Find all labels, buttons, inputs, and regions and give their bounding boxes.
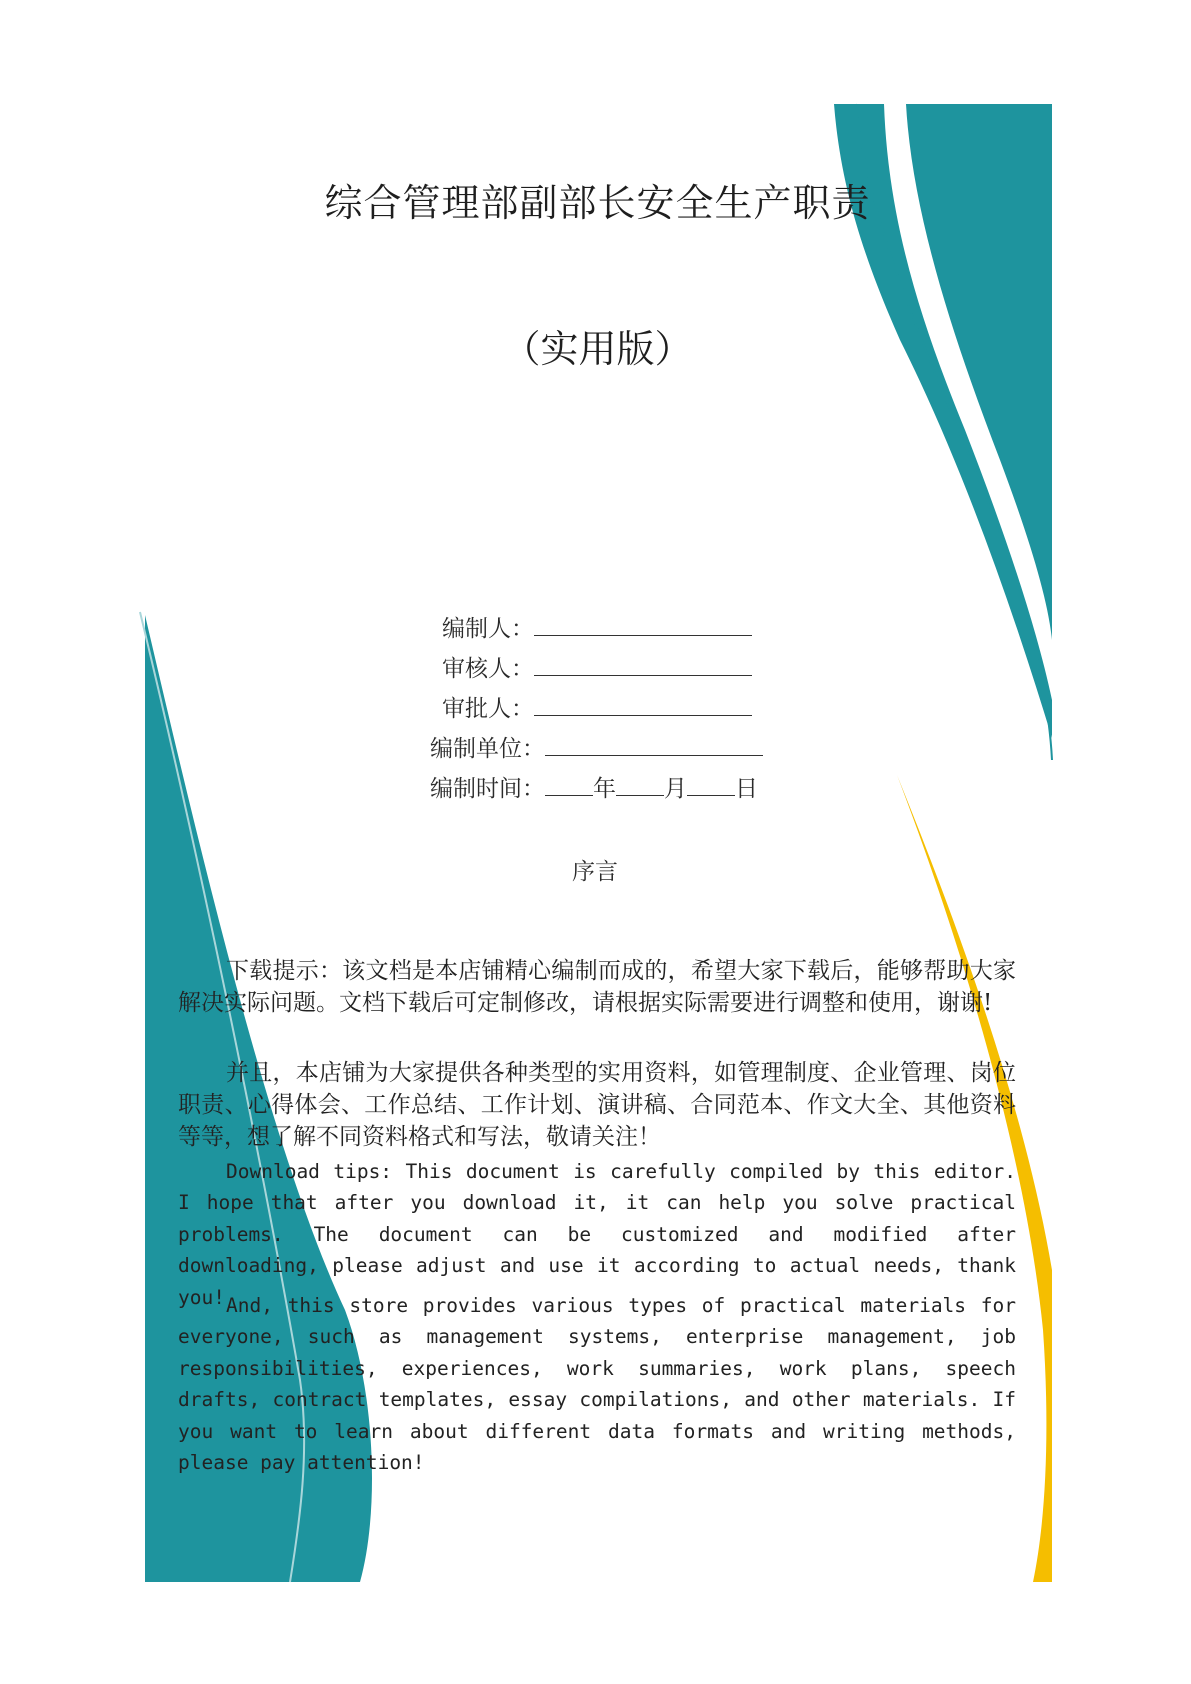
approver-label: 审批人： — [442, 696, 534, 722]
day-label: 日 — [735, 776, 758, 802]
date-field — [430, 770, 758, 803]
compiler-blank — [534, 615, 752, 636]
month-blank — [616, 775, 664, 796]
document-subtitle: （实用版） — [502, 327, 693, 371]
preface-paragraph: 下载提示：该文档是本店铺精心编制而成的，希望大家下载后，能够帮助大家解决实际问题。文档下载后可定制修改，请根据实际需要进行调整和使用，谢谢! — [178, 958, 1016, 1016]
document-title: 综合管理部副部长安全生产职责 — [324, 181, 871, 225]
unit-field — [430, 730, 763, 763]
month-label: 月 — [664, 776, 687, 802]
approver-field — [442, 690, 752, 723]
compiler-label: 编制人： — [442, 616, 534, 642]
preface-paragraph: 并且，本店铺为大家提供各种类型的实用资料，如管理制度、企业管理、岗位职责、心得体会、工作总结、工作计划、演讲稿、合同范本、作文大全、其他资料等等，想了解不同资料格式和写法，敬请关注！ — [178, 1060, 1016, 1150]
compiler-field — [442, 610, 752, 643]
year-blank — [545, 775, 593, 796]
reviewer-label: 审核人： — [442, 656, 534, 682]
reviewer-blank — [534, 655, 752, 676]
preface-paragraph: Download tips: This document is carefully compiled by this editor. I hope that after you download it, it can help you solve practical problems. The document can be customized and modified after downloading, please adjust and use it according to actual needs, thank you! — [178, 1159, 1016, 1309]
date-label: 编制时间： — [430, 776, 545, 802]
reviewer-field — [442, 650, 752, 683]
approver-blank — [534, 695, 752, 716]
day-blank — [687, 775, 735, 796]
preface-paragraph: And, this store provides various types of practical materials for everyone, such as management systems, enterprise management, job responsibilities, experiences, work summaries, work plans, speech drafts, contract templates, essay compilations, and other materials. If you want to learn about different data formats and writing methods, please pay attention! — [178, 1293, 1016, 1474]
unit-blank — [545, 735, 763, 756]
year-label: 年 — [593, 776, 616, 802]
unit-label: 编制单位： — [430, 736, 545, 762]
preface-heading: 序言 — [572, 859, 618, 885]
